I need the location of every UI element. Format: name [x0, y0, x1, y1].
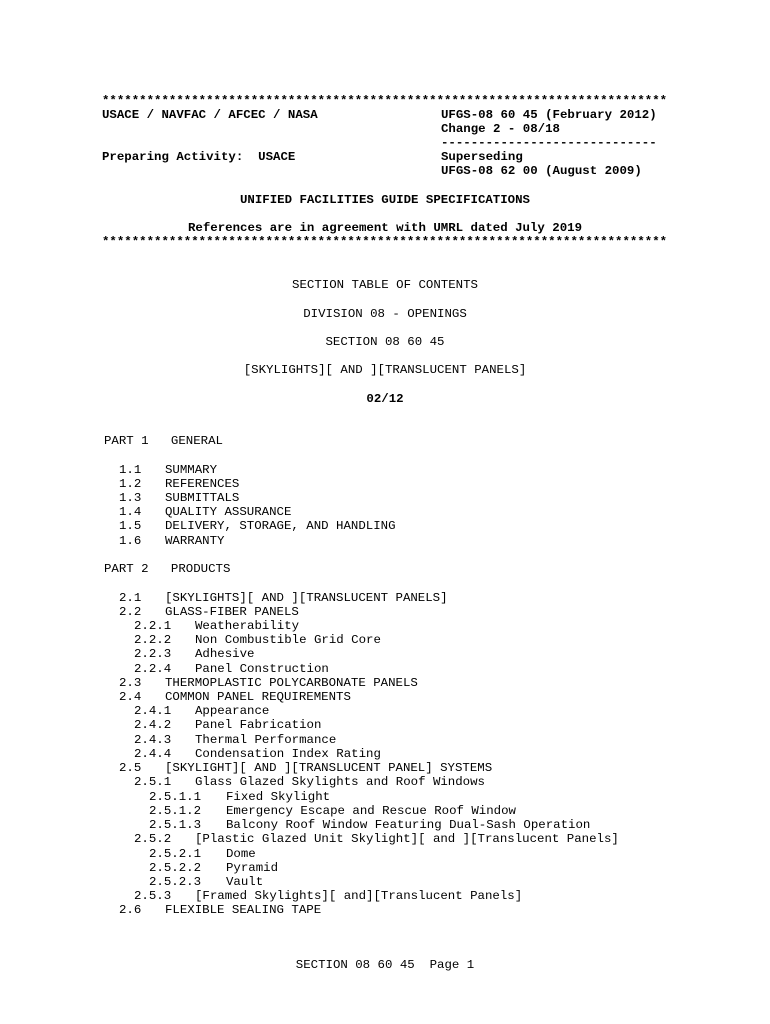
toc-entry-title: Adhesive: [195, 647, 255, 661]
toc-entry-title: SUBMITTALS: [165, 491, 240, 505]
toc-part-2: PART 2 PRODUCTS: [104, 562, 231, 576]
toc-entry-number: 2.2: [119, 605, 142, 619]
toc-entry-number: 2.5.1.1: [149, 790, 202, 804]
toc-entry-number: 2.4.2: [134, 718, 172, 732]
toc-entry-number: 2.5.3: [134, 889, 172, 903]
toc-entry-title: FLEXIBLE SEALING TAPE: [165, 903, 322, 917]
toc-entry-title: [SKYLIGHT][ AND ][TRANSLUCENT PANEL] SYSTEMS: [165, 761, 493, 775]
toc-entry-title: WARRANTY: [165, 534, 225, 548]
toc-entry-title: Glass Glazed Skylights and Roof Windows: [195, 775, 485, 789]
toc-subject: [SKYLIGHTS][ AND ][TRANSLUCENT PANELS]: [243, 363, 527, 377]
toc-entry-title: Emergency Escape and Rescue Roof Window: [226, 804, 516, 818]
toc-entry-title: Non Combustible Grid Core: [195, 633, 381, 647]
toc-entry-number: 1.2: [119, 477, 142, 491]
toc-entry-title: Dome: [226, 847, 256, 861]
toc-entry-title: Condensation Index Rating: [195, 747, 381, 761]
toc-part-1: PART 1 GENERAL: [104, 434, 223, 448]
toc-entry-number: 2.5.2: [134, 832, 172, 846]
toc-entry-number: 2.5.2.3: [149, 875, 202, 889]
header-agencies: USACE / NAVFAC / AFCEC / NASA: [102, 108, 318, 122]
toc-entry-number: 2.5.1.3: [149, 818, 202, 832]
toc-entry-number: 2.5.2.1: [149, 847, 202, 861]
toc-section: SECTION 08 60 45: [325, 335, 445, 349]
toc-entry-title: Panel Fabrication: [195, 718, 322, 732]
toc-entry-number: 2.5.1: [134, 775, 172, 789]
toc-entry-number: 2.2.1: [134, 619, 172, 633]
toc-entry-number: 2.5.2.2: [149, 861, 202, 875]
toc-entry-number: 2.2.2: [134, 633, 172, 647]
toc-entry-number: 1.4: [119, 505, 142, 519]
toc-entry-number: 2.2.4: [134, 662, 172, 676]
page-footer: SECTION 08 60 45 Page 1: [295, 958, 475, 972]
toc-entry-number: 1.5: [119, 519, 142, 533]
toc-entry-number: 1.6: [119, 534, 142, 548]
toc-entry-title: COMMON PANEL REQUIREMENTS: [165, 690, 351, 704]
header-superseding-label: Superseding: [441, 150, 523, 164]
toc-entry-title: Balcony Roof Window Featuring Dual-Sash Operation: [226, 818, 591, 832]
toc-entry-title: [SKYLIGHTS][ AND ][TRANSLUCENT PANELS]: [165, 591, 448, 605]
toc-entry-title: GLASS-FIBER PANELS: [165, 605, 299, 619]
header-preparing-activity: Preparing Activity: USACE: [102, 150, 296, 164]
header-spec-number: UFGS-08 60 45 (February 2012): [441, 108, 657, 122]
toc-entry-number: 2.4.4: [134, 747, 172, 761]
header-change: Change 2 - 08/18: [441, 122, 560, 136]
toc-entry-number: 2.5: [119, 761, 142, 775]
toc-entry-title: QUALITY ASSURANCE: [165, 505, 292, 519]
toc-entry-title: SUMMARY: [165, 463, 218, 477]
header-dash-rule: -----------------------------: [441, 136, 657, 150]
toc-entry-number: 2.4.1: [134, 704, 172, 718]
toc-entry-number: 2.3: [119, 676, 142, 690]
header-star-rule: ****************************************************************************: [102, 94, 668, 108]
toc-entry-title: Vault: [226, 875, 264, 889]
toc-entry-number: 2.4.3: [134, 733, 172, 747]
toc-entry-number: 2.4: [119, 690, 142, 704]
toc-entry-title: Pyramid: [226, 861, 279, 875]
toc-entry-number: 2.6: [119, 903, 142, 917]
toc-entry-title: REFERENCES: [165, 477, 240, 491]
toc-entry-title: Fixed Skylight: [226, 790, 331, 804]
toc-title: SECTION TABLE OF CONTENTS: [292, 278, 478, 292]
toc-entry-number: 2.2.3: [134, 647, 172, 661]
toc-entry-number: 2.5.1.2: [149, 804, 202, 818]
toc-entry-title: Appearance: [195, 704, 270, 718]
toc-date: 02/12: [366, 392, 404, 406]
toc-entry-title: Weatherability: [195, 619, 300, 633]
toc-entry-title: [Plastic Glazed Unit Skylight][ and ][Translucent Panels]: [195, 832, 619, 846]
toc-entry-number: 1.1: [119, 463, 142, 477]
toc-entry-title: DELIVERY, STORAGE, AND HANDLING: [165, 519, 396, 533]
toc-division: DIVISION 08 - OPENINGS: [303, 307, 467, 321]
toc-entry-title: Thermal Performance: [195, 733, 337, 747]
toc-entry-title: Panel Construction: [195, 662, 329, 676]
guide-title: UNIFIED FACILITIES GUIDE SPECIFICATIONS: [240, 193, 530, 207]
header-superseded-spec: UFGS-08 62 00 (August 2009): [441, 164, 642, 178]
toc-entry-title: [Framed Skylights][ and][Translucent Panels]: [195, 889, 523, 903]
header-star-rule-bottom: ****************************************************************************: [102, 235, 668, 249]
toc-entry-number: 2.1: [119, 591, 142, 605]
toc-entry-title: THERMOPLASTIC POLYCARBONATE PANELS: [165, 676, 418, 690]
toc-entry-number: 1.3: [119, 491, 142, 505]
references-note: References are in agreement with UMRL dated July 2019: [187, 221, 583, 235]
